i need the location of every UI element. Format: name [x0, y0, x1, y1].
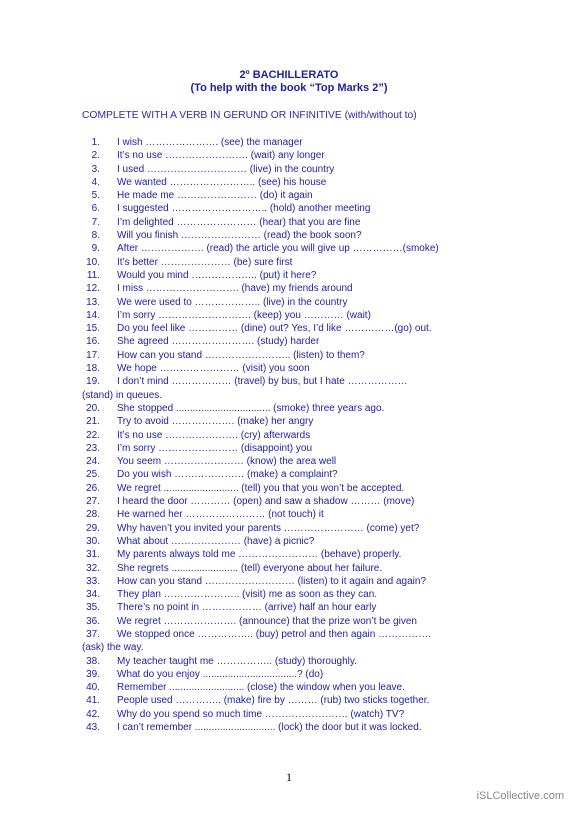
item-number: 25. — [86, 469, 100, 481]
list-item — [82, 256, 502, 269]
item-number: 33. — [86, 575, 100, 587]
item-text: There’s no point in ……………… (arrive) half an hour early — [117, 602, 377, 614]
item-text: They plan ………………….. (visit) me as soon as they can. — [117, 589, 378, 601]
item-number: 36. — [86, 615, 100, 627]
item-number: 29. — [86, 522, 100, 534]
list-item — [82, 668, 502, 681]
item-number: 28. — [86, 509, 100, 521]
item-text: She agreed ……………………. (study) harder — [117, 336, 320, 348]
item-number: 27. — [86, 496, 100, 508]
page-number: 1 — [286, 770, 292, 784]
item-text: We were used to ……………….. (live) in the country — [117, 296, 348, 308]
item-number: 18. — [86, 363, 100, 375]
list-item — [82, 335, 502, 348]
item-text: Why do you spend so much time ……………………. (watch) TV? — [117, 708, 405, 720]
item-text: It’s better ………………… (be) sure first — [117, 256, 293, 268]
item-text: It’s no use …………………. (cry) afterwards — [117, 429, 311, 441]
item-number: 39. — [86, 668, 100, 680]
exercise-instructions: COMPLETE WITH A VERB IN GERUND OR INFINITIVE (with/without to) — [82, 110, 417, 121]
item-text: Do you feel like …………… (dine) out? Yes, I’d like ……………(go) out. — [117, 323, 432, 335]
list-item — [82, 468, 502, 481]
item-number: 26. — [86, 482, 100, 494]
item-text: Will you finish …………………… (read) the book soon? — [117, 230, 362, 242]
item-number: 34. — [86, 589, 100, 601]
list-item — [82, 349, 502, 362]
list-item — [82, 362, 502, 375]
list-item — [82, 681, 502, 694]
item-text: I wish …………………. (see) the manager — [117, 137, 303, 148]
item-text: I’m sorry …………………… (disappoint) you — [117, 442, 313, 454]
list-item — [82, 628, 502, 655]
item-number: 40. — [86, 682, 100, 694]
item-number: 13. — [86, 296, 100, 308]
item-text: Would you mind ……………….. (put) it here? — [117, 269, 317, 281]
item-text: He made me …………………… (do) it again — [117, 190, 313, 202]
item-text: I suggested ……………………….. (hold) another meeting — [117, 203, 371, 215]
item-number: 35. — [86, 602, 100, 614]
item-number: 9. — [91, 243, 100, 255]
item-text: I heard the door ………… (open) and saw a shadow ……… (move) — [117, 496, 415, 508]
item-text: We stopped once …………….. (buy) petrol and then again ……………. — [117, 628, 431, 640]
list-item — [82, 495, 502, 508]
list-item — [82, 282, 502, 295]
item-text: People used ………….. (make) fire by ……… (rub) two sticks together. — [117, 695, 430, 707]
item-number: 2. — [91, 150, 100, 162]
item-number: 41. — [86, 695, 100, 707]
item-text: You seem …………………… (know) the area well — [117, 456, 337, 468]
list-item — [82, 163, 502, 176]
list-item — [82, 269, 502, 282]
list-item — [82, 375, 502, 402]
item-number: 7. — [91, 216, 100, 228]
item-text: I’m sorry ………………………. (keep) you ………… (wait) — [117, 309, 371, 321]
list-item — [82, 601, 502, 614]
item-text: Try to avoid ………………. (make) her angry — [117, 416, 314, 428]
item-text: I can’t remember ............................. (lock) the door but it was locked. — [117, 722, 422, 734]
list-item — [82, 216, 502, 229]
item-number: 20. — [86, 402, 100, 414]
item-text: It’s no use ……………………. (wait) any longer — [117, 150, 325, 162]
list-item — [82, 442, 502, 455]
item-text: Why haven’t you invited your parents …………………… (come) yet? — [117, 522, 420, 534]
item-number: 11. — [86, 269, 100, 281]
list-item — [82, 575, 502, 588]
watermark: iSLCollective.com — [476, 790, 564, 802]
item-text: I’m delighted …………………… (hear) that you are fine — [117, 216, 361, 228]
list-item — [82, 189, 502, 202]
item-number: 38. — [86, 655, 100, 667]
item-number: 37. — [86, 628, 100, 640]
item-text: My parents always told me …………………… (behave) properly. — [117, 549, 402, 561]
item-text: How can you stand ……………………… (listen) to it again and again? — [117, 575, 427, 587]
item-number: 43. — [86, 722, 100, 734]
list-item — [82, 322, 502, 335]
item-number: 8. — [91, 230, 100, 242]
item-text: My teacher taught me …………….. (study) thoroughly. — [117, 655, 357, 667]
list-item — [82, 455, 502, 468]
item-number: 24. — [86, 456, 100, 468]
list-item — [82, 694, 502, 707]
item-number: 3. — [91, 163, 100, 175]
exercise-list — [82, 136, 502, 734]
item-number: 10. — [86, 256, 100, 268]
list-item — [82, 402, 502, 415]
item-text: We regret ........................... (tell) you that you won’t be accepted. — [117, 482, 405, 494]
item-number: 30. — [86, 535, 100, 547]
item-text-continuation: (stand) in queues. — [82, 389, 163, 401]
item-text: What about ………………… (have) a picnic? — [117, 535, 315, 547]
list-item — [82, 508, 502, 521]
item-number: 23. — [86, 442, 100, 454]
item-text: What do you enjoy ..................................? (do) — [117, 668, 324, 680]
item-number: 32. — [86, 562, 100, 574]
item-text: Do you wish ………………… (make) a complaint? — [117, 469, 338, 481]
item-text: We wanted …………………….. (see) his house — [117, 176, 327, 188]
item-number: 15. — [86, 323, 100, 335]
list-item — [82, 229, 502, 242]
item-number: 6. — [91, 203, 100, 215]
item-number: 17. — [86, 349, 100, 361]
item-text: How can you stand …………………….. (listen) to them? — [117, 349, 365, 361]
item-number: 5. — [91, 190, 100, 202]
list-item — [82, 149, 502, 162]
list-item — [82, 296, 502, 309]
list-item — [82, 615, 502, 628]
item-number: 4. — [91, 176, 100, 188]
list-item — [82, 721, 502, 734]
item-text: She regrets ........................ (tell) everyone about her failure. — [117, 562, 383, 574]
item-text: I miss ………………………. (have) my friends around — [117, 283, 353, 295]
item-number: 22. — [86, 429, 100, 441]
list-item — [82, 548, 502, 561]
item-number: 19. — [86, 376, 100, 388]
course-title: 2º BACHILLERATO — [239, 69, 339, 81]
item-text: She stopped .................................. (smoke) three years ago. — [117, 402, 385, 414]
list-item — [82, 588, 502, 601]
item-text: He warned her …………………… (not touch) it — [117, 509, 324, 521]
list-item — [82, 708, 502, 721]
list-item — [82, 482, 502, 495]
item-text: We regret …………………. (announce) that the prize won’t be given — [117, 615, 417, 627]
item-number: 16. — [86, 336, 100, 348]
item-text: I don’t mind ……………… (travel) by bus, but I hate ……………… — [117, 376, 408, 388]
list-item — [82, 176, 502, 189]
item-text: After ………………. (read) the article you will give up ……………(smoke) — [117, 243, 439, 255]
list-item — [82, 309, 502, 322]
list-item — [82, 202, 502, 215]
item-text: We hope …………………… (visit) you soon — [117, 363, 310, 375]
item-number: 21. — [86, 416, 100, 428]
book-subtitle: (To help with the book “Top Marks 2”) — [190, 82, 388, 94]
item-text: I used ………………………… (live) in the country — [117, 163, 335, 175]
list-item — [82, 522, 502, 535]
list-item — [82, 415, 502, 428]
item-number: 31. — [86, 549, 100, 561]
item-number: 1. — [91, 137, 100, 148]
list-item — [82, 535, 502, 548]
item-number: 42. — [86, 708, 100, 720]
list-item — [82, 136, 502, 149]
list-item — [82, 242, 502, 255]
item-text-continuation: (ask) the way. — [82, 642, 144, 654]
list-item — [82, 655, 502, 668]
item-number: 12. — [86, 283, 100, 295]
list-item — [82, 562, 502, 575]
item-number: 14. — [86, 309, 100, 321]
item-text: Remember ........................... (close) the window when you leave. — [117, 682, 405, 694]
list-item — [82, 429, 502, 442]
